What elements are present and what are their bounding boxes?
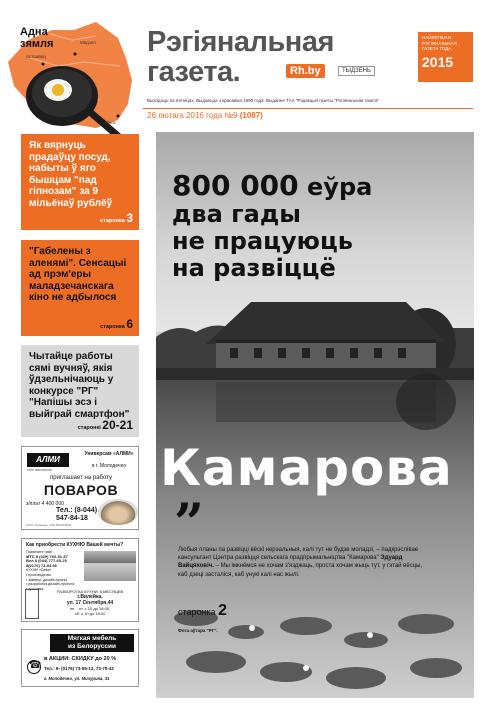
page-label: старонка: [178, 607, 216, 617]
issue-total: (1087): [239, 111, 263, 120]
headline-line: не працуюць: [172, 227, 353, 255]
award-text: НАЙЛЕПШАЯ РЭГІЯНАЛЬНАЯ ГАЗЕТА ГОДА: [422, 35, 457, 51]
ad-discount: в АКЦИИ: СКИДКУ до 20 %: [44, 656, 117, 662]
almi-logo: АЛМИ: [27, 453, 69, 467]
ad-headline: [50, 634, 134, 652]
dish-image: [98, 499, 138, 525]
quote-tail: – Мы імкнёмся не хочам з'язджаць, проста хочам жыць тут, у гэтай вёсцы, каб дзеці засталіся, каб унукі калі нас жылі.: [178, 563, 423, 578]
teaser-article-3[interactable]: [21, 345, 139, 437]
ad-line: КУХНИ «Delta»: [26, 568, 52, 573]
page-number: 6: [126, 317, 133, 331]
page-label: старонка: [100, 218, 125, 224]
almi-logo-subtitle: сеть магазинов: [27, 468, 52, 472]
teaser-headline: Чытайце работы сямі вучняў, якія ўдзельнічаюць у конкурсе "РГ" "Напішы эсэ і выйграй смартфон": [29, 351, 130, 420]
kitchen-photo: [84, 551, 136, 581]
award-year: 2015: [422, 53, 454, 70]
page-number: 3: [126, 211, 133, 225]
ad-phones: Тел.: 8- (0176) 73-55-13, 73-75-42: [44, 666, 114, 671]
advertisement-kitchen[interactable]: [21, 538, 139, 622]
publisher-info: Выходзіць па пятніцах. Выдаецца з красавіка 1990 года. Выданне ТАА "Рэдакцыя газеты "Рэгіянальная газета": [147, 98, 380, 103]
ad-address-line: пн. - пт. с 10 до 18:00,: [69, 606, 111, 611]
ad-question: Как приобрести КУХНЮ Вашей мечты?: [26, 542, 124, 548]
ad-headline-line: Мягкая мебель: [67, 635, 117, 642]
teaser-page-ref: [100, 211, 133, 225]
page-number: 20-21: [102, 418, 133, 432]
phone-icon: [27, 660, 41, 674]
advertisement-almi[interactable]: [21, 446, 139, 530]
ad-phone: [56, 507, 97, 523]
teaser-page-ref: [100, 317, 133, 331]
page-label: старонкі: [77, 425, 101, 431]
issue-number: №9: [224, 111, 238, 120]
place-name: Камарова: [160, 439, 453, 497]
ad-side-box: [25, 589, 39, 619]
ad-intro: Позвоните нам!: [26, 550, 53, 554]
advertisement-furniture[interactable]: [21, 629, 139, 687]
ad-address-line: ул. 17 Сентября,44: [66, 600, 114, 606]
phone-label: Тел.:: [56, 507, 73, 514]
cover-photo[interactable]: [156, 132, 474, 698]
award-badge: [418, 32, 473, 82]
ad-details: [26, 550, 82, 591]
ad-address: [44, 589, 136, 616]
ad-city: в г. Молодечно: [91, 463, 127, 469]
map-city-label: Мядзел: [80, 40, 96, 45]
photo-credit: Фота аўтара "РГ".: [178, 628, 218, 633]
headline-currency: еўра: [307, 173, 373, 201]
issue-date-line: [143, 108, 473, 121]
map-graphic: [0, 0, 140, 140]
page-label: старонка: [100, 324, 125, 330]
website-link[interactable]: Rh.by: [286, 64, 325, 78]
cover-page-ref[interactable]: [178, 602, 227, 620]
ad-line: • разработка дизайн-проекта: [26, 582, 75, 587]
supplement-logo: ТЫДЗЕНЬ: [338, 66, 375, 76]
ad-address-line: сб. с 10 до 15:00: [74, 611, 106, 616]
cover-headline: [172, 169, 462, 282]
map-title-line: зямля: [20, 38, 54, 50]
headline-line: два гады: [172, 200, 301, 228]
region-map: [0, 0, 140, 140]
ad-line: МТС 8 (029) 760-51-87: [26, 553, 68, 559]
quote-body: Любыя планы па развіцці вёскі нерэальныя, калі тут не будзе моладзі, – падкрэслівае кансультант Цэнтра развіцця сельскага прадпрымальніцтва "Камарова": [178, 547, 419, 562]
ad-line: • доставка: [26, 586, 44, 591]
phone-number: 547-84-18: [56, 515, 88, 522]
headline-line: на развіццё: [172, 254, 336, 282]
quote-icon: ”: [174, 493, 204, 554]
ad-line: 8(0176) 73-54-66: [26, 562, 57, 568]
map-title-line: Адна: [20, 26, 48, 38]
ad-line: • производство: [26, 572, 52, 577]
teaser-page-ref: [78, 418, 133, 432]
headline-amount: 800 000: [172, 169, 299, 202]
ad-address-line: РАЗВОРОТКА КУХНИ: 6 МЕСЯЦЕВ: [56, 589, 124, 594]
newspaper-title-second-line[interactable]: газета.: [147, 56, 241, 88]
issue-date: 26 лютага 2016 года: [147, 111, 223, 120]
ad-address: г. Молодечно, ул. Мичурина, 31: [44, 676, 110, 681]
teaser-headline: Як вярнуць прадаўцу посуд, набыты ў яго бышцам "пад гіпнозам" за 9 мільёнаў рублёў: [29, 140, 113, 209]
ad-legal: ООО «Алмира» УНП 690323625: [26, 523, 71, 527]
ad-salary: з/плат 4 400 000: [26, 501, 64, 507]
map-city-label: Астравец: [26, 54, 46, 59]
teaser-headline: "Габелены з аленямі". Сенсацыі ад прэм'еры маладзечанскага кіно не адбылося: [29, 246, 127, 303]
ad-line: Вел 8 (044) 777-65-25: [26, 558, 67, 564]
map-city-label: Мінск: [104, 120, 116, 125]
ad-address-line: г.Вилейка,: [77, 594, 103, 600]
teaser-article-1[interactable]: [21, 134, 139, 230]
ad-line: • замеры, дизайн-проект: [26, 577, 68, 582]
ad-company: Универсам «АЛМИ»: [84, 451, 134, 457]
ad-headline-line: из Белоруссии: [68, 643, 116, 650]
page-number: 2: [218, 602, 228, 619]
ad-invite: приглашает на работу: [50, 475, 112, 481]
cover-quote: [178, 546, 426, 579]
newspaper-title[interactable]: Рэгіянальная: [147, 26, 334, 58]
teaser-article-2[interactable]: [21, 240, 139, 336]
phone-code: (8-044): [74, 507, 98, 514]
map-title: [20, 26, 53, 50]
ad-job-title: ПОВАРОВ: [43, 482, 119, 498]
quote-author: Эдуард Вайцяховіч.: [178, 555, 403, 570]
